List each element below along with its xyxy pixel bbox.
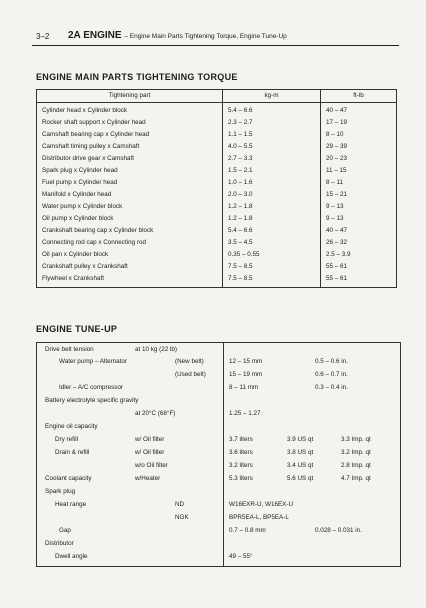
table-row <box>37 225 397 237</box>
cell-part: Distributor drive gear x Camshaft <box>37 153 223 165</box>
label-new-belt: (New belt) <box>175 358 204 365</box>
cell-kgm: 7.5 – 8.5 <box>223 273 321 288</box>
table-row <box>37 237 397 249</box>
table-row <box>37 103 397 118</box>
section-subtitle: – Engine Main Parts Tightening Torque, Engine Tune-Up <box>124 33 287 40</box>
cell-ftlb: 55 – 61 <box>326 263 348 270</box>
value-dry-imp-qt: 3.3 Imp. qt <box>341 436 371 443</box>
label-with-filter-dry: w/ Oil filter <box>135 436 165 443</box>
label-heat-range: Heat range <box>55 501 87 508</box>
cell-ftlb: 9 – 13 <box>326 203 344 210</box>
cell-part: Water pump x Cylinder block <box>37 201 223 213</box>
value-used-belt-in: 0.6 – 0.7 in. <box>315 371 348 378</box>
cell-kgm: 5.4 – 6.6 <box>223 103 321 118</box>
cell-ftlb: 15 – 21 <box>326 191 348 198</box>
column-header-kgm: kg-m <box>223 90 321 103</box>
column-header-ftlb: ft-lb <box>321 90 397 103</box>
cell-ftlb: 55 – 61 <box>326 275 348 282</box>
cell-kgm: 1.0 – 1.6 <box>223 177 321 189</box>
page-header <box>68 30 287 41</box>
cell-kgm: 7.5 – 8.5 <box>223 261 321 273</box>
cell-kgm: 2.3 – 2.7 <box>223 117 321 129</box>
value-dry-liters: 3.7 liters <box>229 436 253 443</box>
label-drive-belt: Drive belt tension <box>45 346 94 353</box>
cell-part: Camshaft bearing cap x Cylinder head <box>37 129 223 141</box>
cell-ftlb: 17 – 19 <box>326 119 348 126</box>
value-new-belt-in: 0.5 – 0.6 in. <box>315 358 348 365</box>
torque-section-title: ENGINE MAIN PARTS TIGHTENING TORQUE <box>36 72 238 82</box>
table-row <box>37 189 397 201</box>
value-battery-gravity: 1.25 – 1.27 <box>229 410 261 417</box>
cell-part: Crankshaft bearing cap x Cylinder block <box>37 225 223 237</box>
table-row <box>37 153 397 165</box>
section-title: 2A ENGINE <box>68 30 122 41</box>
table-row <box>37 129 397 141</box>
cell-ftlb: 2.5 – 3.9 <box>326 251 351 258</box>
cell-kgm: 1.2 – 1.8 <box>223 213 321 225</box>
cell-kgm: 1.2 – 1.8 <box>223 201 321 213</box>
cell-kgm: 1.1 – 1.5 <box>223 129 321 141</box>
label-battery-condition: at 20°C (68°F) <box>135 410 176 417</box>
label-coolant-capacity: Coolant capacity <box>45 475 92 482</box>
value-new-belt-mm: 12 – 15 mm <box>229 358 263 365</box>
cell-ftlb: 11 – 15 <box>326 167 347 174</box>
value-coolant-imp-qt: 4.7 Imp. qt <box>341 475 371 482</box>
table-row <box>37 273 397 288</box>
label-ngk: NGK <box>175 514 189 521</box>
cell-ftlb: 29 – 39 <box>326 143 348 150</box>
value-drain-us-qt: 3.8 US qt <box>287 449 314 456</box>
value-without-filter-imp-qt: 2.8 Imp. qt <box>341 462 371 469</box>
value-used-belt-mm: 15 – 19 mm <box>229 371 263 378</box>
cell-part: Fuel pump x Cylinder head <box>37 177 223 189</box>
label-drive-belt-condition: at 10 kg (22 lb) <box>135 346 178 353</box>
value-idler-mm: 8 – 11 mm <box>229 384 259 391</box>
value-coolant-liters: 5.3 liters <box>229 475 253 482</box>
cell-ftlb: 40 – 47 <box>326 227 348 234</box>
table-row <box>37 177 397 189</box>
cell-ftlb: 20 – 23 <box>326 155 348 162</box>
torque-table <box>36 89 397 288</box>
value-drain-liters: 3.6 liters <box>229 449 253 456</box>
value-ngk-plug: BPR5EA-L, BP5EA-L <box>229 514 289 521</box>
label-without-filter: w/o Oil filter <box>135 462 168 469</box>
cell-part: Connecting rod cap x Connecting rod <box>37 237 223 249</box>
cell-ftlb: 9 – 13 <box>326 215 344 222</box>
label-spark-plug: Spark plug <box>45 488 76 495</box>
cell-part: Manifold x Cylinder head <box>37 189 223 201</box>
cell-kgm: 4.0 – 5.5 <box>223 141 321 153</box>
cell-part: Crankshaft pulley x Crankshaft <box>37 261 223 273</box>
label-dwell-angle: Dwell angle <box>55 553 88 560</box>
cell-ftlb: 26 – 32 <box>326 239 348 246</box>
value-drain-imp-qt: 3.2 Imp. qt <box>341 449 371 456</box>
value-gap-in: 0.028 – 0.031 in. <box>315 527 362 534</box>
cell-ftlb: 40 – 47 <box>326 107 348 114</box>
label-oil-capacity: Engine oil capacity <box>45 423 98 430</box>
cell-part: Oil pump x Cylinder block <box>37 213 223 225</box>
value-dwell-angle: 49 – 55° <box>229 553 253 560</box>
label-with-heater: w/Heater <box>135 475 161 482</box>
cell-kgm: 5.4 – 6.6 <box>223 225 321 237</box>
tuneup-column-divider <box>223 343 224 566</box>
cell-part: Oil pan x Cylinder block <box>37 249 223 261</box>
value-nd-plug: W16EXR-U, W16EX-U <box>229 501 294 508</box>
value-gap-mm: 0.7 – 0.8 mm <box>229 527 266 534</box>
table-row <box>37 117 397 129</box>
table-row <box>37 165 397 177</box>
cell-part: Flywheel x Crankshaft <box>37 273 223 288</box>
label-gap: Gap <box>59 527 71 534</box>
page-number: 3–2 <box>36 32 50 41</box>
cell-part: Rocker shaft support x Cylinder head <box>37 117 223 129</box>
table-row <box>37 141 397 153</box>
label-water-pump: Water pump – Alternator <box>59 358 128 365</box>
cell-kgm: 2.0 – 3.0 <box>223 189 321 201</box>
tuneup-section-title: ENGINE TUNE-UP <box>36 324 118 334</box>
cell-ftlb: 8 – 10 <box>326 131 344 138</box>
value-dry-us-qt: 3.9 US qt <box>287 436 314 443</box>
label-distributor: Distributor <box>45 540 74 547</box>
cell-part: Cylinder head x Cylinder block <box>37 103 223 118</box>
table-row <box>37 201 397 213</box>
table-row <box>37 249 397 261</box>
table-row <box>37 261 397 273</box>
cell-kgm: 2.7 – 3.3 <box>223 153 321 165</box>
header-rule <box>32 45 399 46</box>
table-row <box>37 213 397 225</box>
label-battery-gravity: Battery electrolyte specific gravity <box>45 397 139 404</box>
tuneup-table <box>36 342 401 567</box>
cell-part: Camshaft timing pulley x Camshaft <box>37 141 223 153</box>
label-dry-refill: Dry refill <box>55 436 79 443</box>
value-without-filter-liters: 3.2 liters <box>229 462 253 469</box>
label-drain-refill: Drain & refill <box>55 449 90 456</box>
label-idler: Idler – A/C compressor <box>59 384 124 391</box>
label-nd: ND <box>175 501 185 508</box>
label-with-filter-drain: w/ Oil filter <box>135 449 165 456</box>
label-used-belt: (Used belt) <box>175 371 206 378</box>
value-coolant-us-qt: 5.6 US qt <box>287 475 314 482</box>
cell-kgm: 0.35 – 0.55 <box>223 249 321 261</box>
column-header-part: Tightening part <box>37 90 223 103</box>
value-idler-in: 0.3 – 0.4 in. <box>315 384 348 391</box>
value-without-filter-us-qt: 3.4 US qt <box>287 462 314 469</box>
cell-kgm: 1.5 – 2.1 <box>223 165 321 177</box>
cell-ftlb: 8 – 11 <box>326 179 344 186</box>
cell-part: Spark plug x Cylinder head <box>37 165 223 177</box>
cell-kgm: 3.5 – 4.5 <box>223 237 321 249</box>
